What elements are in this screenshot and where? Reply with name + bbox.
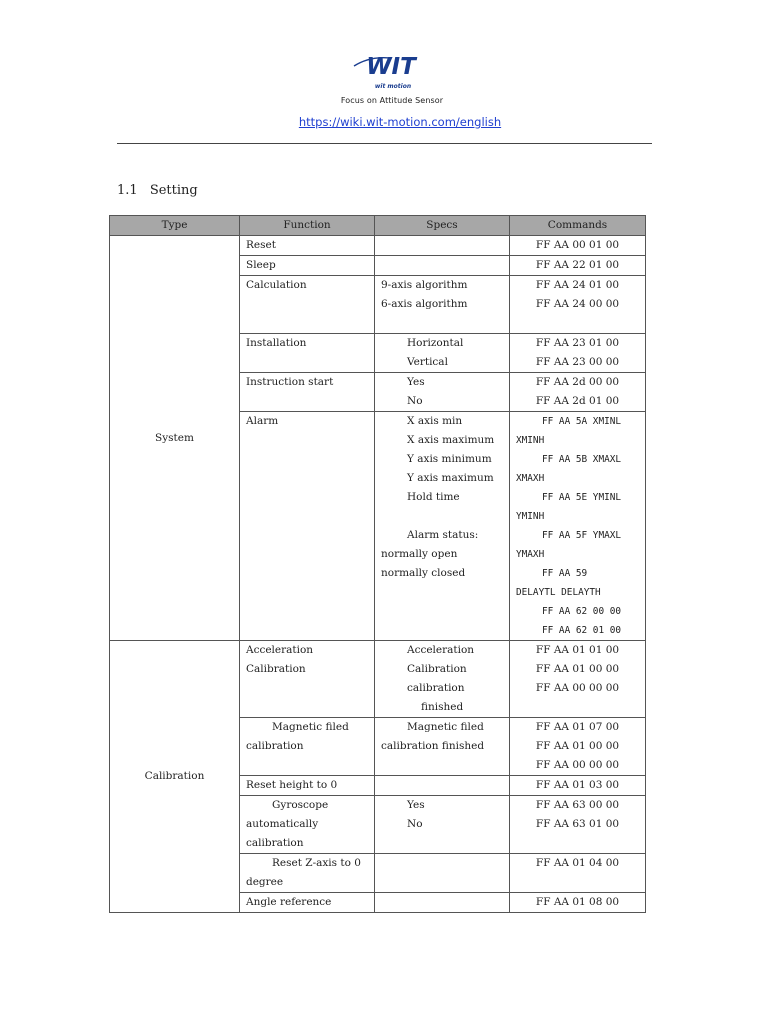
header-commands: Commands: [510, 216, 646, 236]
function-cell: Installation: [240, 334, 375, 373]
command-cell: FF AA 24 01 00 FF AA 24 00 00: [510, 276, 646, 334]
header-type: Type: [110, 216, 240, 236]
settings-table: [109, 215, 646, 913]
function-cell: Gyroscope automatically calibration: [240, 796, 375, 854]
command-cell: FF AA 5A XMINL XMINH FF AA 5B XMAXL XMAXH FF AA 5E YMINL YMINH FF AA 5F YMAXL YMAXH FF AA 59 DELAYTL DELAYTH FF AA 62 00 00 FF AA 62 01 00: [510, 412, 646, 641]
specs-cell: [375, 236, 510, 256]
function-cell: Alarm: [240, 412, 375, 641]
wiki-link[interactable]: https://wiki.wit-motion.com/english: [298, 115, 502, 129]
specs-cell: Horizontal Vertical: [375, 334, 510, 373]
function-cell: Acceleration Calibration: [240, 641, 375, 718]
specs-cell: Yes No: [375, 373, 510, 412]
section-title: Setting: [149, 183, 198, 198]
type-calibration: Calibration: [110, 641, 240, 913]
function-cell: Sleep: [240, 256, 375, 276]
specs-cell: [375, 256, 510, 276]
specs-cell: X axis min X axis maximum Y axis minimum Y axis maximum Hold time Alarm status: normally open normally closed: [375, 412, 510, 641]
specs-cell: [375, 776, 510, 796]
command-cell: FF AA 01 01 00 FF AA 01 00 00 FF AA 00 00 00: [510, 641, 646, 718]
table-row: [110, 236, 646, 256]
command-cell: FF AA 01 08 00: [510, 893, 646, 913]
header-divider: [117, 143, 652, 144]
function-cell: Instruction start: [240, 373, 375, 412]
command-cell: FF AA 22 01 00: [510, 256, 646, 276]
specs-cell: Acceleration Calibration calibration finished: [375, 641, 510, 718]
specs-cell: Magnetic filed calibration finished: [375, 718, 510, 776]
specs-cell: [375, 893, 510, 913]
specs-cell: Yes No: [375, 796, 510, 854]
section-number: 1.1: [117, 183, 138, 198]
function-cell: Reset: [240, 236, 375, 256]
function-cell: Magnetic filed calibration: [240, 718, 375, 776]
specs-cell: 9-axis algorithm 6-axis algorithm: [375, 276, 510, 334]
command-cell: FF AA 23 01 00 FF AA 23 00 00: [510, 334, 646, 373]
type-system: System: [110, 236, 240, 641]
table-row: [110, 641, 646, 718]
command-cell: FF AA 01 03 00: [510, 776, 646, 796]
logo-subtext: wit motion: [374, 83, 412, 90]
header-function: Function: [240, 216, 375, 236]
command-cell: FF AA 63 00 00 FF AA 63 01 00: [510, 796, 646, 854]
tagline: Focus on Attitude Sensor: [340, 96, 444, 105]
function-cell: Angle reference: [240, 893, 375, 913]
command-cell: FF AA 00 01 00: [510, 236, 646, 256]
wit-motion-logo: [350, 52, 432, 82]
header-specs: Specs: [375, 216, 510, 236]
function-cell: Reset Z-axis to 0 degree: [240, 854, 375, 893]
command-cell: FF AA 01 07 00 FF AA 01 00 00 FF AA 00 00 00: [510, 718, 646, 776]
command-cell: FF AA 2d 00 00 FF AA 2d 01 00: [510, 373, 646, 412]
specs-cell: [375, 854, 510, 893]
command-cell: FF AA 01 04 00: [510, 854, 646, 893]
section-heading: [117, 183, 198, 198]
table-header-row: [110, 216, 646, 236]
function-cell: Reset height to 0: [240, 776, 375, 796]
logo-text: WIT: [366, 54, 416, 80]
function-cell: Calculation: [240, 276, 375, 334]
